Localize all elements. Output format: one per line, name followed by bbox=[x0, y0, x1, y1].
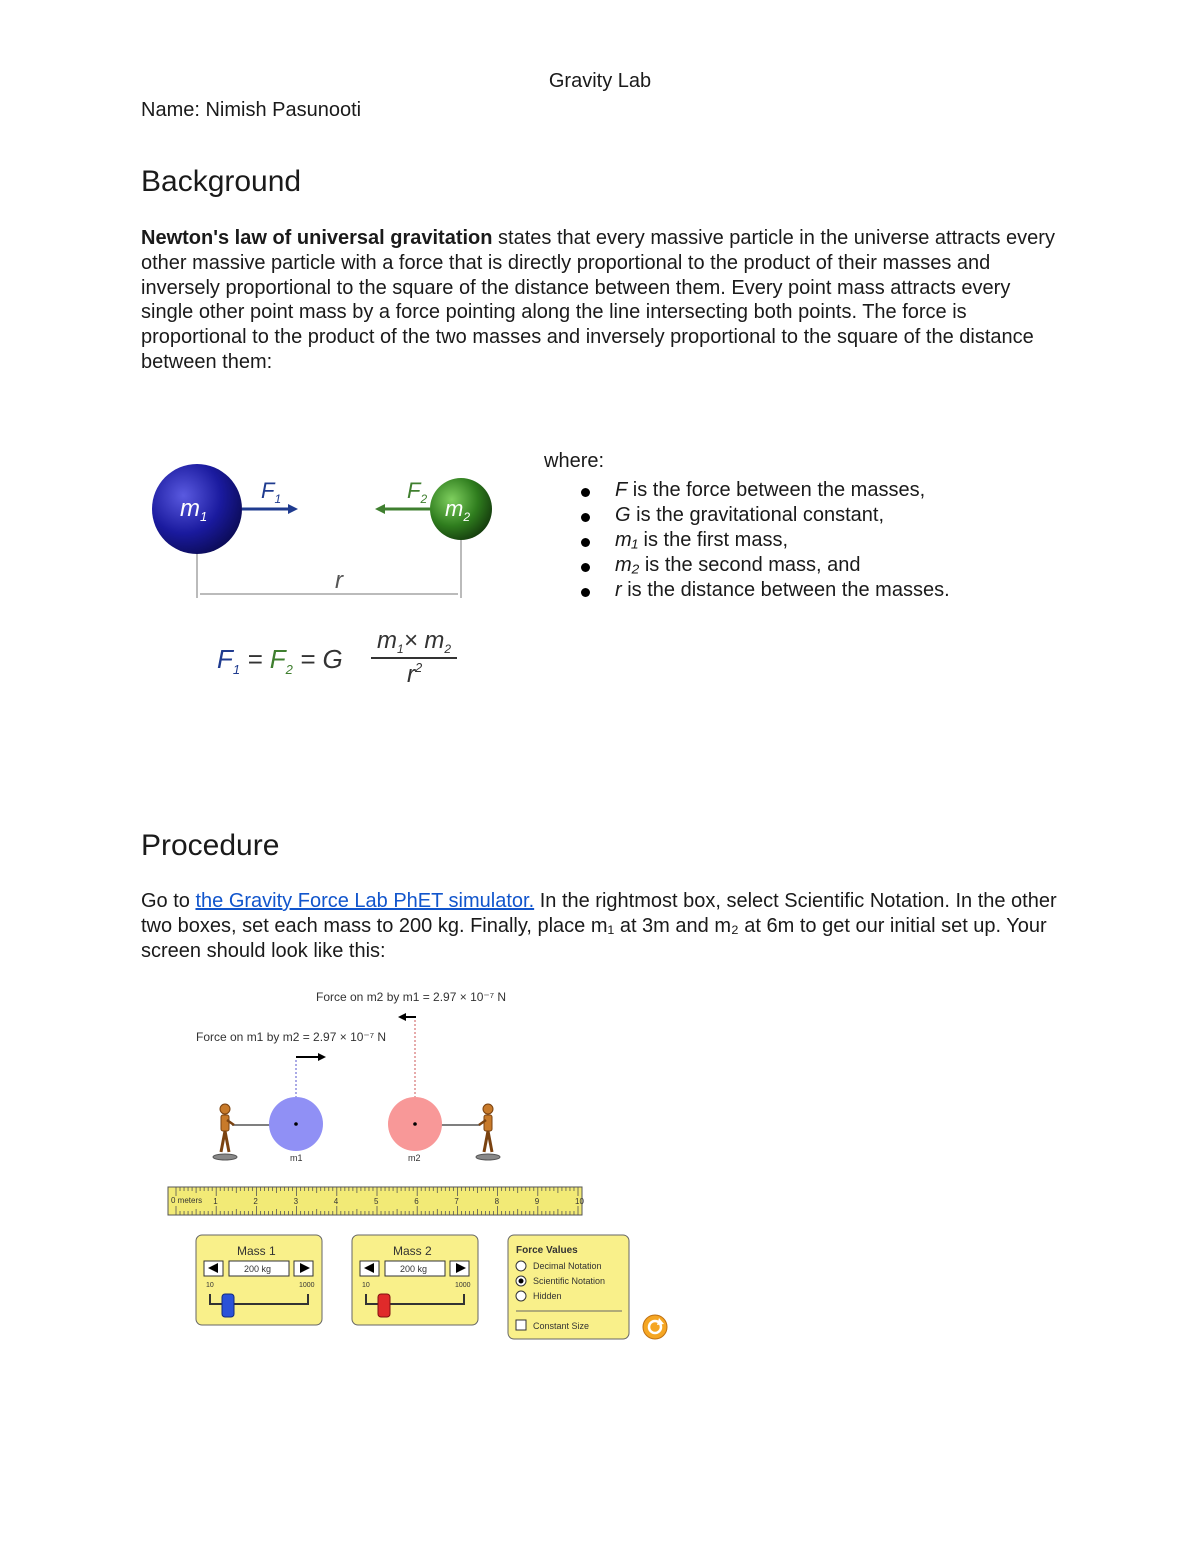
svg-text:Hidden: Hidden bbox=[533, 1291, 562, 1301]
m2-tag: m2 bbox=[408, 1153, 421, 1163]
reset-icon[interactable] bbox=[643, 1315, 667, 1339]
mass-2-increment-button[interactable] bbox=[450, 1261, 469, 1276]
force-values-title: Force Values bbox=[516, 1245, 578, 1256]
ruler-tick-label: 10 bbox=[575, 1197, 584, 1206]
force-on-m2-arrowhead bbox=[398, 1013, 406, 1021]
bullet-icon bbox=[581, 488, 590, 497]
bullet-icon bbox=[581, 538, 590, 547]
background-heading: Background bbox=[141, 165, 302, 198]
mass-2-title: Mass 2 bbox=[393, 1244, 432, 1258]
hidden-radio[interactable] bbox=[516, 1291, 562, 1301]
mass-1-max: 1000 bbox=[299, 1282, 315, 1289]
mass-1-slider-thumb[interactable] bbox=[222, 1294, 234, 1317]
ruler-tick-label: 9 bbox=[534, 1197, 540, 1206]
student-name: Name: Nimish Pasunooti bbox=[141, 99, 362, 121]
mass-2-label: $m_2$ bbox=[445, 496, 471, 524]
svg-text:Scientific Notation: Scientific Notation bbox=[533, 1276, 606, 1286]
mass-2-max: 1000 bbox=[455, 1282, 471, 1289]
formula: $F_1$ = $F_2$ = G bbox=[217, 644, 343, 677]
mass-2-slider-thumb[interactable] bbox=[378, 1294, 390, 1317]
mass-1-center bbox=[294, 1122, 298, 1126]
background-paragraph bbox=[141, 226, 1061, 375]
svg-text:Constant Size: Constant Size bbox=[533, 1321, 590, 1331]
gravitation-diagram bbox=[145, 448, 505, 693]
force-1-arrowhead bbox=[288, 504, 298, 514]
ruler-tick-label: 8 bbox=[494, 1197, 500, 1206]
document-title: Gravity Lab bbox=[548, 70, 652, 92]
left-puller-figure bbox=[213, 1104, 237, 1160]
mass-2-min: 10 bbox=[362, 1282, 370, 1289]
bullet-icon bbox=[581, 513, 590, 522]
mass-1-value: 200 kg bbox=[244, 1264, 272, 1274]
force-2-label: $F_2$ bbox=[407, 478, 428, 506]
mass-1-title: Mass 1 bbox=[237, 1244, 276, 1258]
mass-2-decrement-button[interactable] bbox=[360, 1261, 379, 1276]
law-description: states that every massive particle in the universe attracts every other massive particle with a force that is directly proportional to the product of their masses and inversely proportional to the square of the distance between them. Every point mass attracts every single other point mass by a force pointing along the line intersecting both points. The force is proportional to the product of the two masses and inversely proportional to the square of the distance between them: bbox=[141, 227, 1055, 373]
procedure-paragraph: Go to the Gravity Force Lab PhET simulator. In the rightmost box, select Scientific Notation. In the other two boxes, set each mass to 200 kg. Finally, place m₁ at 3m and m₂ at 6m to get our initial set up. Your screen should look like this: bbox=[141, 890, 1057, 962]
distance-label: r bbox=[335, 567, 343, 594]
ruler-tick-label: 1 bbox=[213, 1197, 218, 1206]
phet-simulator-link[interactable]: the Gravity Force Lab PhET simulator. bbox=[195, 890, 535, 912]
mass-1-increment-button[interactable] bbox=[294, 1261, 313, 1276]
ruler-tick-label: 5 bbox=[374, 1197, 379, 1206]
force-on-m1-arrowhead bbox=[318, 1053, 326, 1061]
mass-2-center bbox=[413, 1122, 417, 1126]
mass-1-min: 10 bbox=[206, 1282, 214, 1289]
force-2-arrowhead bbox=[375, 504, 385, 514]
force-1-label: $F_1$ bbox=[261, 478, 282, 506]
mass-1-label: $m_1$ bbox=[180, 495, 208, 524]
phet-simulator-screenshot bbox=[160, 980, 680, 1350]
ruler-tick-label: 2 bbox=[253, 1197, 258, 1206]
ruler-tick-label: 7 bbox=[454, 1197, 459, 1206]
mass-1-decrement-button[interactable] bbox=[204, 1261, 223, 1276]
where-heading: where: bbox=[544, 450, 605, 472]
right-puller-figure bbox=[476, 1104, 500, 1160]
formula-denominator: $r^2$ bbox=[407, 660, 423, 688]
force-on-m1-label: Force on m1 by m2 = 2.97 × 10⁻⁷ N bbox=[196, 1030, 387, 1044]
law-name: Newton's law of universal gravitation bbox=[141, 227, 493, 249]
formula-numerator: $m_1\times m_2$ bbox=[377, 627, 452, 656]
ruler-tick-label: 4 bbox=[333, 1197, 339, 1206]
force-on-m2-label: Force on m2 by m1 = 2.97 × 10⁻⁷ N bbox=[316, 990, 507, 1004]
bullet-icon bbox=[581, 588, 590, 597]
bullet-icon bbox=[581, 563, 590, 572]
ruler-tick-label: 3 bbox=[293, 1197, 299, 1206]
ruler-start-label: 0 meters bbox=[171, 1196, 203, 1205]
svg-text:Decimal Notation: Decimal Notation bbox=[533, 1261, 602, 1271]
m1-tag: m1 bbox=[290, 1153, 303, 1163]
mass-2-value: 200 kg bbox=[400, 1264, 428, 1274]
procedure-heading: Procedure bbox=[141, 829, 280, 862]
ruler-tick-label: 6 bbox=[414, 1197, 419, 1206]
